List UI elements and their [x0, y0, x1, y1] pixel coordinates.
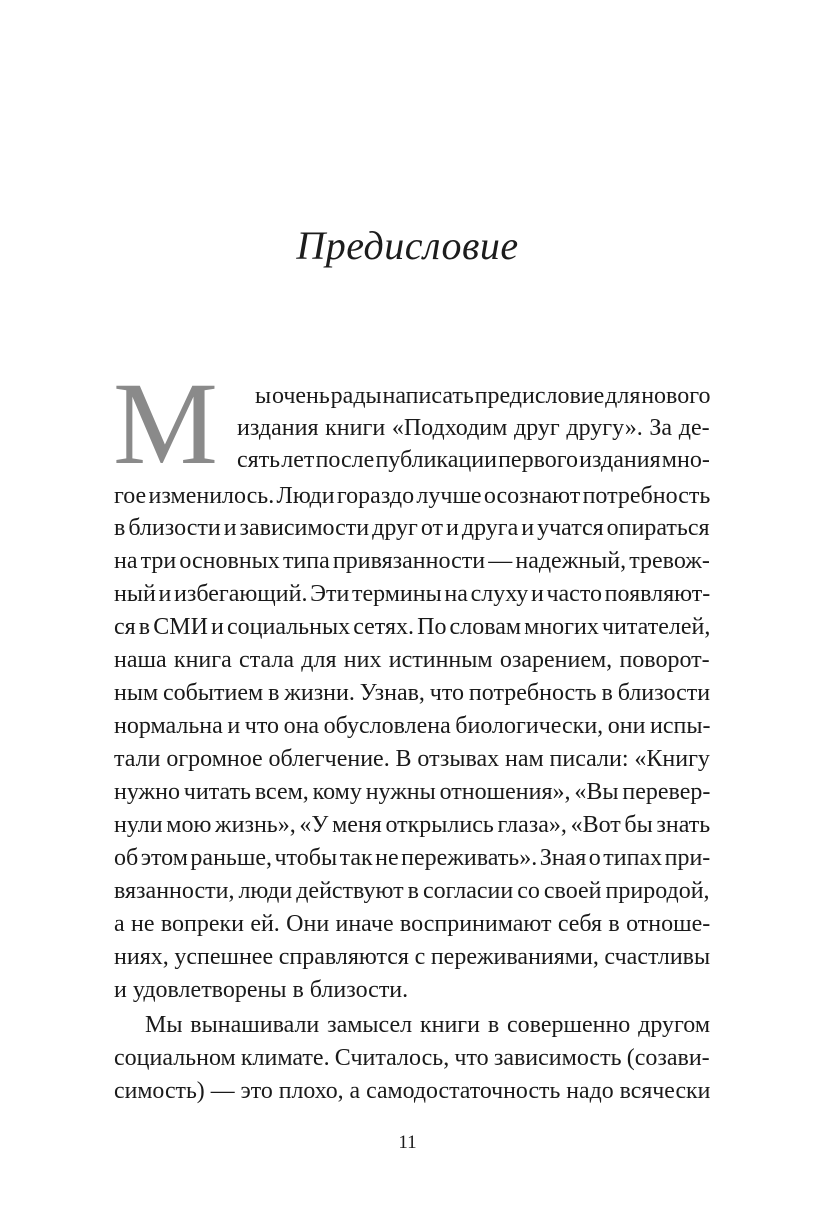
- body-line: в близости и зависимости друг от и друга и учатся опираться: [114, 515, 710, 541]
- body-line: нули мою жизнь», «У меня открылись глаза», «Вот бы знать: [114, 812, 711, 838]
- body-line: ся в СМИ и социальных сетях. По словам многих читателей,: [114, 614, 711, 640]
- body-line: на три основных типа привязанности — надежный, тревож-: [114, 548, 710, 574]
- body-line: и удовлетворены в близости.: [114, 977, 409, 1003]
- page-number: 11: [398, 1132, 417, 1153]
- body-line: гое изменилось. Люди гораздо лучше осознают потребность: [114, 483, 711, 509]
- body-line: вязанности, люди действуют в согласии со своей природой,: [114, 878, 710, 904]
- body-line: социальном климате. Считалось, что зависимость (созави-: [114, 1045, 710, 1071]
- chapter-title: Предисловие: [296, 223, 519, 268]
- body-line: нормальна и что она обусловлена биологически, они испы-: [114, 713, 711, 739]
- body-line: Мы вынашивали замысел книги в совершенно другом: [145, 1012, 711, 1038]
- body-line: симость) — это плохо, а самодостаточность надо всячески: [114, 1078, 711, 1104]
- body-line: ный и избегающий. Эти термины на слуху и часто появляют-: [114, 581, 711, 607]
- body-line: тали огромное облегчение. В отзывах нам писали: «Книгу: [114, 746, 710, 772]
- body-line: об этом раньше, чтобы так не переживать». Зная о типах при-: [114, 845, 711, 871]
- body-line: а не вопреки ей. Они иначе воспринимают себя в отноше-: [114, 911, 711, 937]
- body-line: сять лет после публикации первого издания мно-: [237, 447, 710, 473]
- body-line: ниях, успешнее справляются с переживаниями, счастливы: [114, 944, 711, 970]
- body-line: ы очень рады написать предисловие для нового: [255, 383, 711, 409]
- body-line: издания книги «Подходим друг другу». За де-: [237, 415, 710, 441]
- drop-cap: М: [113, 358, 218, 489]
- body-line: ным событием в жизни. Узнав, что потребность в близости: [114, 680, 711, 706]
- body-line: нужно читать всем, кому нужны отношения», «Вы перевер-: [114, 779, 711, 805]
- body-line: наша книга стала для них истинным озарением, поворот-: [114, 647, 710, 673]
